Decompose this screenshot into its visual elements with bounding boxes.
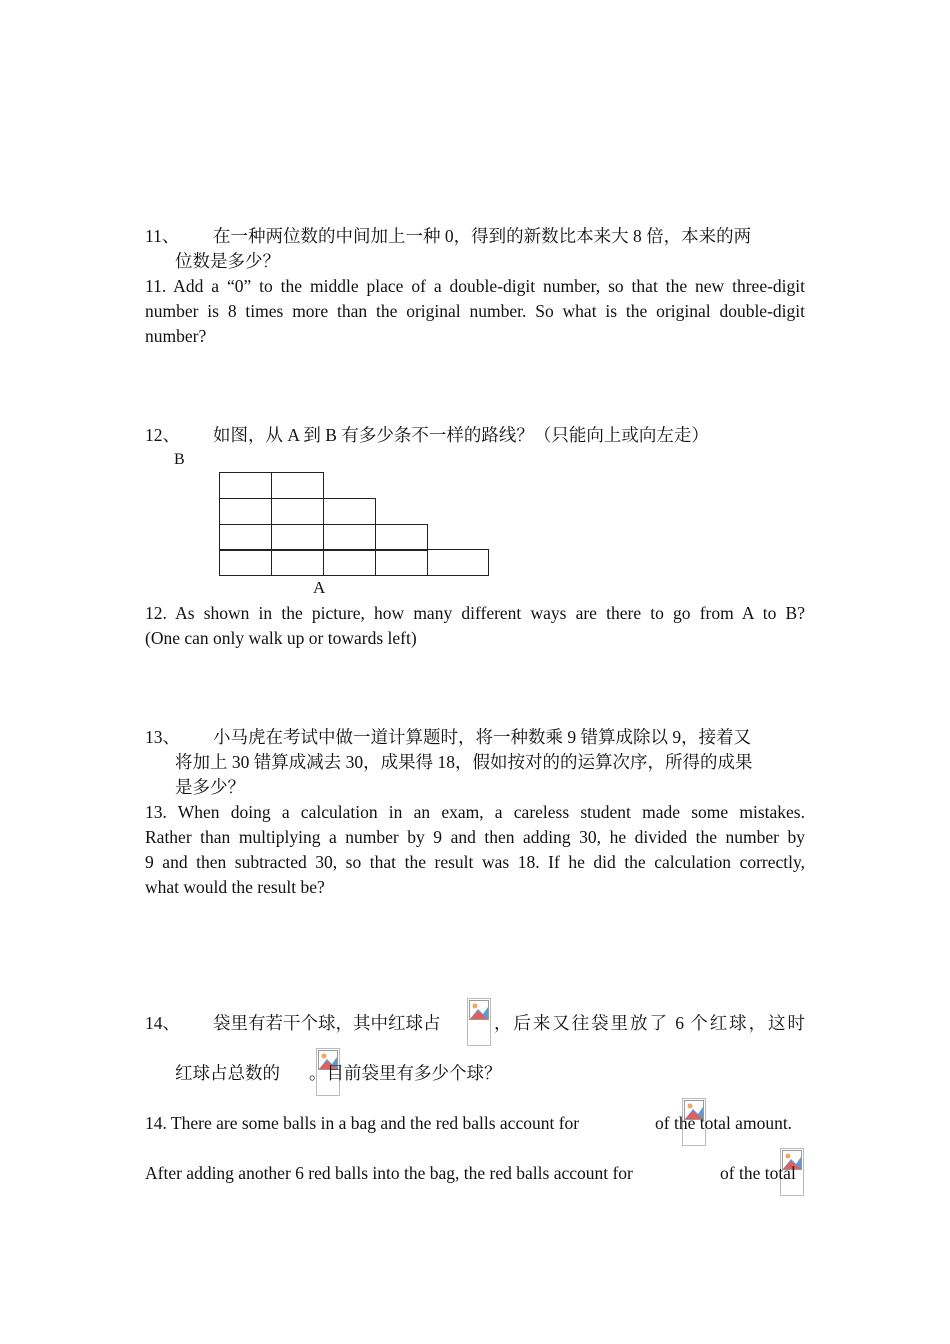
q11-en-line3: number?	[145, 326, 207, 346]
q11-number: 11、	[145, 226, 180, 246]
q12-number: 12、	[145, 425, 180, 445]
q14-cn-text-1b: ，后来又往袋里放了 6 个红球，这时	[494, 1013, 805, 1033]
q11-en-line1: 11. Add a “0” to the middle place of a double-digit number, so that the new three-digit	[145, 276, 805, 296]
grid-label-a: A	[313, 578, 326, 597]
grid-cell	[323, 524, 376, 551]
q14-number: 14、	[145, 1013, 180, 1033]
q14-en-text-2a: After adding another 6 red balls into the bag, the red balls account for	[145, 1163, 633, 1183]
grid-cell	[219, 549, 272, 576]
grid-cell	[323, 549, 376, 576]
q13-en-line1: 13. When doing a calculation in an exam, a careless student made some mistakes.	[145, 802, 805, 822]
q11-cn-text-1: 在一种两位数的中间加上一种 0，得到的新数比本来大 8 倍，本来的两	[213, 226, 752, 246]
q13-en-line2: Rather than multiplying a number by 9 and then adding 30, he divided the number by	[145, 827, 805, 847]
grid-cell	[427, 549, 489, 576]
q14-en-text-1b: of the total amount.	[655, 1113, 793, 1133]
grid-cell	[219, 524, 272, 551]
q13-cn-text-1: 小马虎在考试中做一道计算题时，将一种数乘 9 错算成除以 9，接着又	[213, 727, 752, 747]
grid-cell	[271, 472, 324, 499]
grid-cell	[271, 524, 324, 551]
grid-label-b: B	[174, 451, 185, 468]
q13-en-line4: what would the result be?	[145, 877, 325, 897]
q12-en-line2: (One can only walk up or towards left)	[145, 628, 417, 648]
q11-cn-line2: 位数是多少？	[175, 251, 280, 271]
q13-en-line3: 9 and then subtracted 30, so that the result was 18. If he did the calculation correctly,	[145, 852, 805, 872]
q12-en-line1: 12. As shown in the picture, how many different ways are there to go from A to B?	[145, 603, 805, 623]
q12-cn-text: 如图，从 A 到 B 有多少条不一样的路线？（只能向上或向左走）	[213, 425, 709, 445]
grid-cell	[271, 498, 324, 525]
q13-number: 13、	[145, 727, 180, 747]
q11-cn-line1	[145, 224, 805, 249]
grid-cell	[323, 498, 376, 525]
q13-cn-line3: 是多少？	[175, 777, 245, 797]
q13-cn-line2: 将加上 30 错算成减去 30，成果得 18，假如按对的的运算次序，所得的成果	[175, 752, 753, 772]
grid-cell	[219, 498, 272, 525]
q14-en-text-1a: 14. There are some balls in a bag and the red balls account for	[145, 1113, 580, 1133]
q14-cn-text-2a: 红球占总数的	[175, 1063, 280, 1083]
grid-cell	[375, 524, 428, 551]
grid-cell	[219, 472, 272, 499]
q13-cn-line1	[145, 725, 805, 750]
q12-cn-line	[145, 423, 805, 448]
grid-cell	[375, 549, 428, 576]
q14-cn-text-1a: 袋里有若干个球，其中红球占	[213, 1013, 441, 1033]
q14-en-text-2b: of the total	[720, 1163, 796, 1183]
broken-image-icon	[467, 998, 491, 1046]
q14-cn-text-2b: 。目前袋里有多少个球？	[309, 1063, 502, 1083]
grid-cell	[271, 549, 324, 576]
q14-cn-line1-start	[145, 1011, 441, 1036]
q11-en-line2: number is 8 times more than the original number. So what is the original double-digit	[145, 301, 805, 321]
